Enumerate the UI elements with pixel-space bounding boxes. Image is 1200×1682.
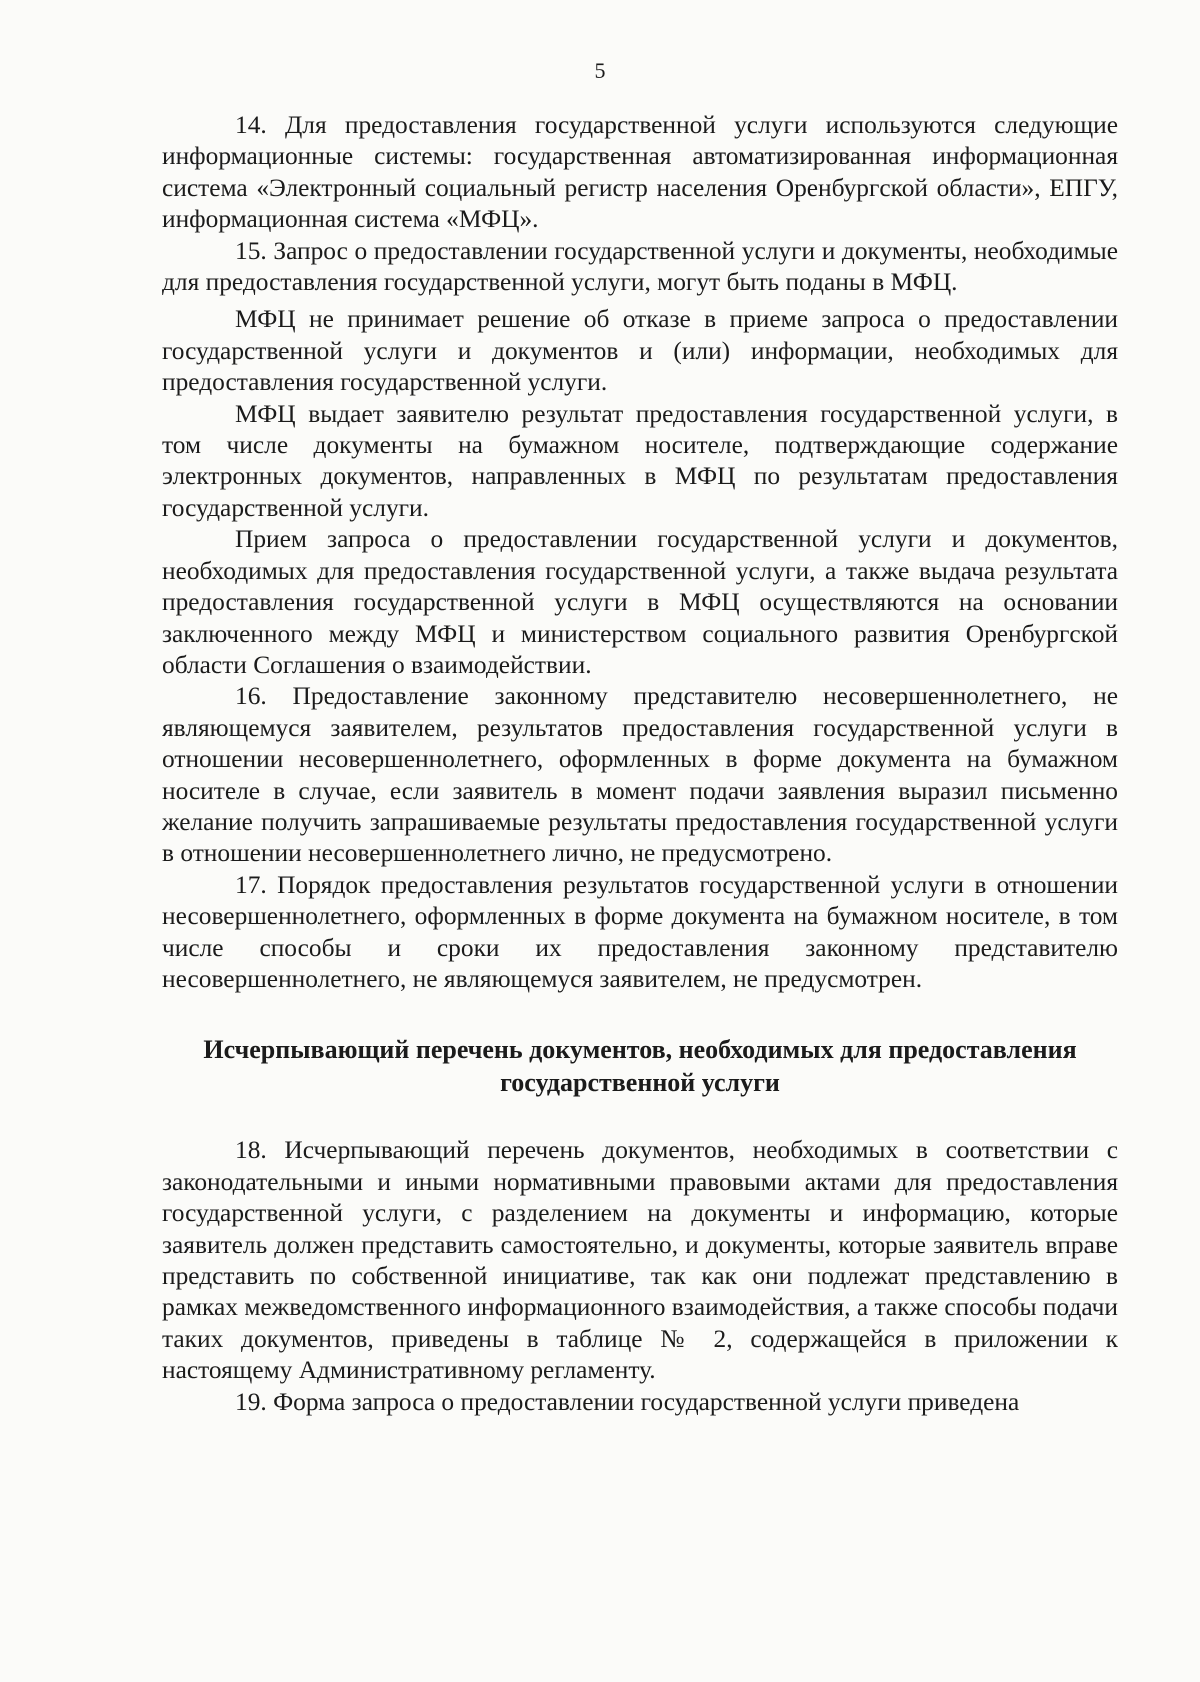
paragraph-16: 16. Предоставление законному представителю несовершеннолетнего, не являющемуся заявителем, результатов предоставления государственной услуги в отношении несовершеннолетнего, оформленных в форме документа на бумажном носителе в случае, если заявитель в момент подачи заявления выразил письменно желание получить запрашиваемые результаты предоставления государственной услуги в отношении несовершеннолетнего лично, не предусмотрено. [162,682,1118,868]
paragraph-mfc-issues-result: МФЦ выдает заявителю результат предоставления государственной услуги, в том числе документы на бумажном носителе, подтверждающие содержание электронных документов, направленных в МФЦ по результатам предоставления государственной услуги. [162,399,1118,522]
paragraph-15: 15. Запрос о предоставлении государственной услуги и документы, необходимые для предоставления государственной услуги, могут быть поданы в МФЦ. [162,236,1118,297]
section-heading: Исчерпывающий перечень документов, необходимых для предоставления государственной услуги [203,1035,1077,1098]
page-number: 5 [594,58,606,83]
document-body [162,110,1118,1418]
paragraph-18: 18. Исчерпывающий перечень документов, необходимых в соответствии с законодательными и иными нормативными правовыми актами для предоставления государственной услуги, с разделением на документы и информацию, которые заявитель должен представить самостоятельно, и документы, которые заявитель вправе представить по собственной инициативе, так как они подлежат представлению в рамках межведомственного информационного взаимодействия, а также способы подачи таких документов, приведены в таблице № 2, содержащейся в приложении к настоящему Административному регламенту. [162,1136,1118,1385]
heading-spacer [162,1099,1118,1135]
paragraph-14: 14. Для предоставления государственной услуги используются следующие информационные системы: государственная автоматизированная информационная система «Электронный социальный регистр населения Оренбургской области», ЕПГУ, информационная система «МФЦ». [162,111,1118,234]
paragraph-19: 19. Форма запроса о предоставлении государственной услуги приведена [235,1387,1020,1416]
paragraph-mfc-no-refusal: МФЦ не принимает решение об отказе в приеме запроса о предоставлении государственной услуги и документов и (или) информации, необходимых для предоставления государственной услуги. [162,305,1118,397]
paragraph-mfc-agreement: Прием запроса о предоставлении государственной услуги и документов, необходимых для предоставления государственной услуги, а также выдача результата предоставления государственной услуги в МФЦ осуществляются на основании заключенного между МФЦ и министерством социального развития Оренбургской области Соглашения о взаимодействии. [162,525,1118,679]
paragraph-17: 17. Порядок предоставления результатов государственной услуги в отношении несовершеннолетнего, оформленных в форме документа на бумажном носителе, в том числе способы и сроки их предоставления законному представителю несовершеннолетнего, не являющемуся заявителем, не предусмотрен. [162,870,1118,993]
